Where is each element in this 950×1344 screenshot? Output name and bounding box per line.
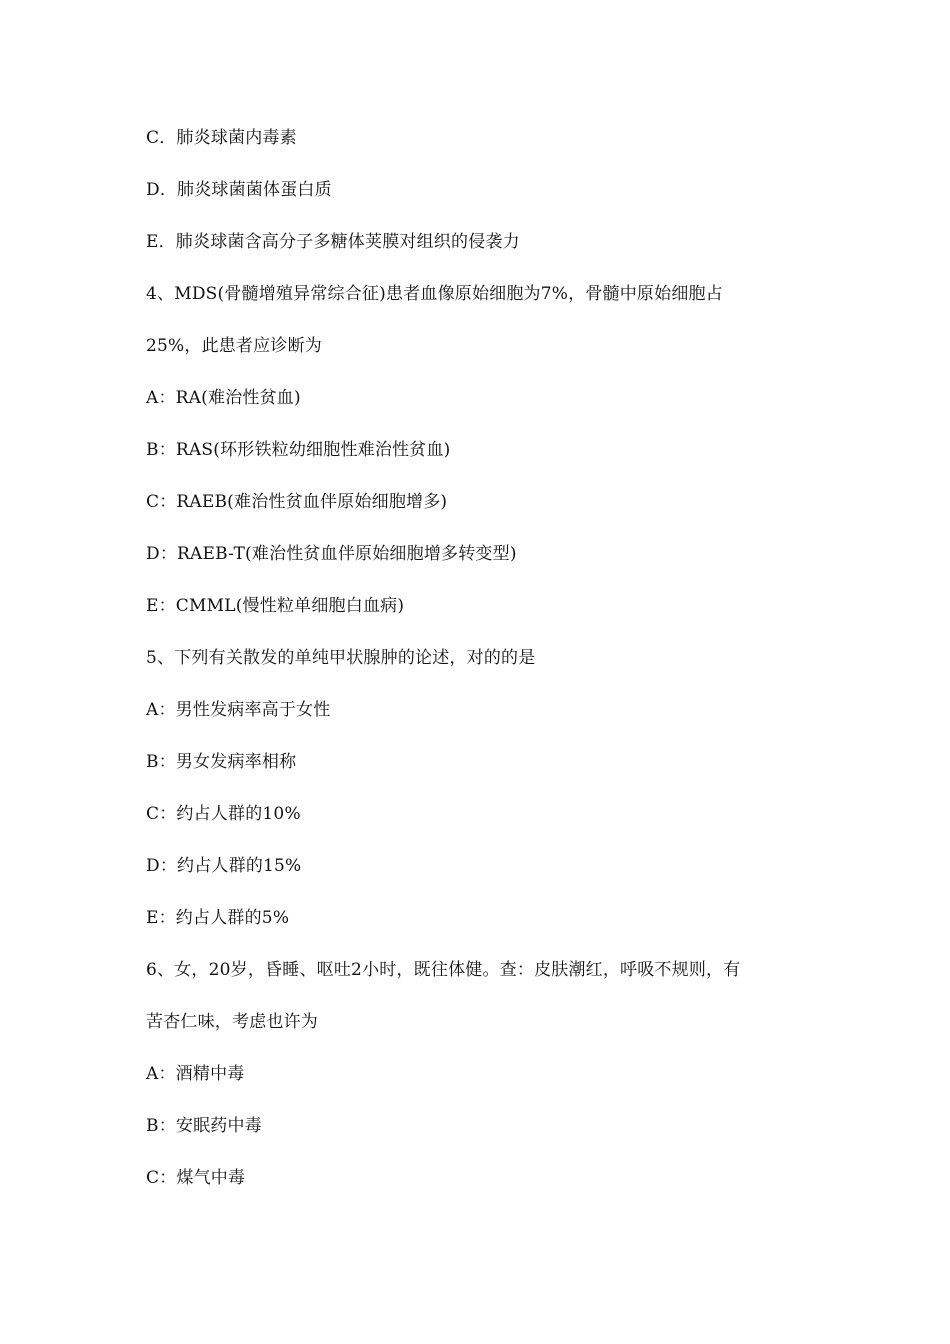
question-5-option-c: C：约占人群的10% <box>146 804 301 824</box>
option-d-line: D．肺炎球菌菌体蛋白质 <box>146 180 332 200</box>
question-4-option-a: A：RA(难治性贫血) <box>146 388 301 408</box>
question-6-option-a: A：酒精中毒 <box>146 1064 245 1084</box>
question-4-option-d: D：RAEB-T(难治性贫血伴原始细胞增多转变型) <box>146 544 517 564</box>
question-5-line: 5、下列有关散发的单纯甲状腺肿的论述，对的的是 <box>146 648 536 668</box>
question-6-line-2: 苦杏仁味，考虑也许为 <box>146 1012 318 1032</box>
question-6-option-b: B：安眠药中毒 <box>146 1116 262 1136</box>
question-4-option-c: C：RAEB(难治性贫血伴原始细胞增多) <box>146 492 448 512</box>
option-c-line: C．肺炎球菌内毒素 <box>146 128 297 148</box>
question-5-option-d: D：约占人群的15% <box>146 856 302 876</box>
question-5-option-e: E：约占人群的5% <box>146 908 290 928</box>
option-e-line: E．肺炎球菌含高分子多糖体荚膜对组织的侵袭力 <box>146 232 520 252</box>
question-5-option-b: B：男女发病率相称 <box>146 752 297 772</box>
question-4-option-b: B：RAS(环形铁粒幼细胞性难治性贫血) <box>146 440 451 460</box>
question-4-line-2: 25%，此患者应诊断为 <box>146 336 322 356</box>
question-4-option-e: E：CMML(慢性粒单细胞白血病) <box>146 596 405 616</box>
question-5-option-a: A：男性发病率高于女性 <box>146 700 331 720</box>
question-4-line-1: 4、MDS(骨髓增殖异常综合征)患者血像原始细胞为7%，骨髓中原始细胞占 <box>146 284 723 304</box>
document-body <box>146 122 816 1214</box>
question-6-option-c: C：煤气中毒 <box>146 1168 246 1188</box>
question-6-line-1: 6、女，20岁，昏睡、呕吐2小时，既往体健。查：皮肤潮红，呼吸不规则，有 <box>146 960 741 980</box>
